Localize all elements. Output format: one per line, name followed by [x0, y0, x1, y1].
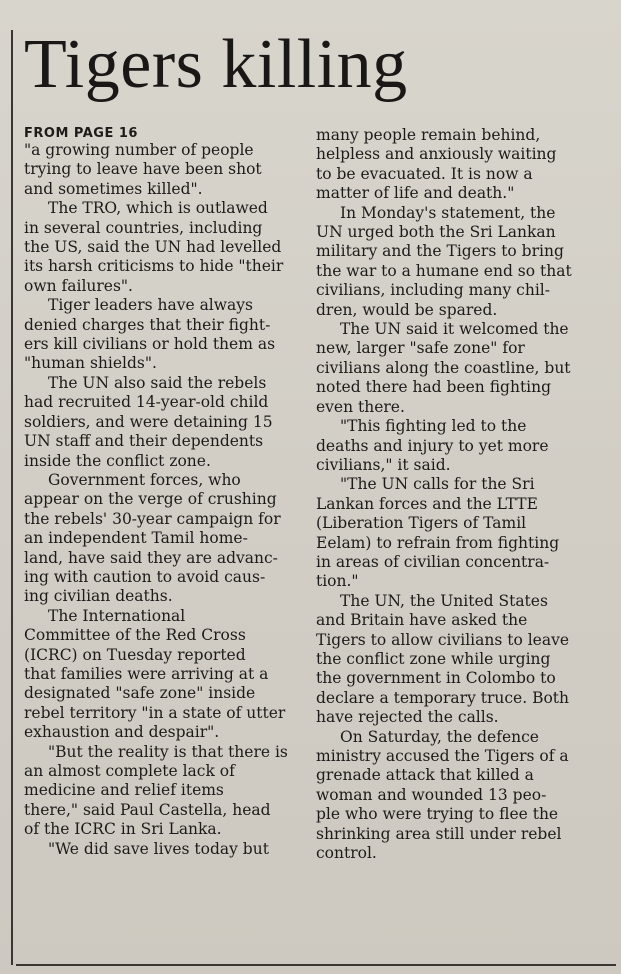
headline: Tigers killing: [24, 26, 408, 103]
text-line: and sometimes killed".: [24, 179, 203, 198]
text-line: of the ICRC in Sri Lanka.: [24, 820, 222, 839]
paragraph: [316, 417, 590, 475]
text-line: grenade attack that killed a: [316, 766, 534, 785]
text-line: trying to leave have been shot: [24, 160, 262, 179]
text-line: in areas of civilian concentra-: [316, 552, 550, 571]
text-line: denied charges that their fight-: [24, 315, 271, 334]
text-line: and Britain have asked the: [316, 611, 528, 630]
text-line: The UN, the United States: [340, 591, 548, 610]
paragraph: [24, 743, 302, 840]
paragraph: [24, 471, 302, 607]
paragraph: [24, 840, 302, 859]
text-line: appear on the verge of crushing: [24, 490, 277, 509]
text-line: ple who were trying to flee the: [316, 805, 559, 824]
text-line: an almost complete lack of: [24, 762, 235, 780]
paragraph: [24, 607, 302, 743]
text-line: the war to a humane end so that: [316, 261, 572, 280]
text-line: civilians," it said.: [316, 455, 451, 474]
text-line: ing civilian deaths.: [24, 587, 173, 606]
text-line: medicine and relief items: [24, 781, 224, 800]
text-line: civilians, including many chil-: [316, 281, 550, 300]
left-column: [24, 126, 302, 859]
column-rule-left: [11, 30, 13, 965]
text-line: ministry accused the Tigers of a: [316, 747, 569, 765]
paragraph: [24, 296, 302, 374]
text-line: deaths and injury to yet more: [316, 436, 549, 455]
text-line: woman and wounded 13 peo-: [316, 785, 547, 804]
text-line: the rebels' 30-year campaign for: [24, 509, 281, 528]
text-line: to be evacuated. It is now a: [316, 164, 533, 183]
text-line: dren, would be spared.: [316, 300, 498, 319]
text-line: own failures".: [24, 276, 133, 295]
text-line: its harsh criticisms to hide "their: [24, 257, 284, 276]
text-line: "human shields".: [24, 354, 157, 373]
paragraph: [316, 126, 590, 204]
text-line: declare a temporary truce. Both: [316, 688, 570, 707]
text-line: civilians along the coastline, but: [316, 358, 571, 377]
text-line: UN urged both the Sri Lankan: [316, 223, 556, 242]
text-line: there," said Paul Castella, head: [24, 800, 271, 819]
text-line: had recruited 14-year-old child: [24, 393, 269, 412]
text-line: in several countries, including: [24, 218, 263, 237]
text-line: Committee of the Red Cross: [24, 626, 246, 645]
kicker-from-page: FROM PAGE 16: [24, 126, 138, 141]
text-line: inside the conflict zone.: [24, 451, 211, 470]
text-line: new, larger "safe zone" for: [316, 339, 525, 358]
text-line: "But the reality is that there is: [48, 742, 288, 761]
text-line: the US, said the UN had levelled: [24, 238, 282, 257]
text-line: On Saturday, the defence: [340, 727, 539, 746]
text-line: The TRO, which is outlawed: [48, 199, 268, 218]
paragraph: [316, 592, 590, 728]
text-line: UN staff and their dependents: [24, 432, 264, 451]
text-line: have rejected the calls.: [316, 708, 499, 727]
text-line: shrinking area still under rebel: [316, 824, 562, 843]
text-line: control.: [316, 844, 377, 863]
paragraph: [24, 374, 302, 471]
text-line: Lankan forces and the LTTE: [316, 494, 538, 513]
text-line: helpless and anxiously waiting: [316, 145, 557, 164]
text-line: the conflict zone while urging: [316, 649, 551, 668]
text-line: "We did save lives today but: [48, 839, 269, 858]
text-line: "This fighting led to the: [340, 417, 527, 436]
text-line: The UN also said the rebels: [48, 373, 267, 392]
text-line: (ICRC) on Tuesday reported: [24, 645, 246, 664]
text-line: In Monday's statement, the: [340, 203, 556, 222]
text-line: military and the Tigers to bring: [316, 242, 564, 261]
paragraph: [24, 199, 302, 296]
paragraph: [316, 475, 590, 591]
paragraph: [316, 320, 590, 417]
text-line: ing with caution to avoid caus-: [24, 567, 266, 586]
text-line: soldiers, and were detaining 15: [24, 412, 273, 431]
text-line: rebel territory "in a state of utter: [24, 703, 286, 722]
text-line: exhaustion and despair".: [24, 723, 220, 742]
text-line: The UN said it welcomed the: [340, 320, 569, 339]
text-line: an independent Tamil home-: [24, 529, 248, 548]
text-line: noted there had been fighting: [316, 378, 552, 397]
text-line: many people remain behind,: [316, 126, 541, 144]
paragraph: [316, 728, 590, 864]
text-line: the government in Colombo to: [316, 669, 556, 688]
text-line: (Liberation Tigers of Tamil: [316, 514, 527, 533]
paragraph: [24, 141, 302, 199]
text-line: matter of life and death.": [316, 184, 515, 203]
text-line: tion.": [316, 572, 359, 591]
text-line: Tigers to allow civilians to leave: [316, 630, 570, 649]
text-line: "The UN calls for the Sri: [340, 475, 535, 494]
text-line: "a growing number of people: [24, 141, 254, 159]
paragraph: [316, 204, 590, 320]
text-line: designated "safe zone" inside: [24, 684, 256, 703]
column-rule-bottom: [16, 964, 616, 966]
right-column: [316, 126, 590, 863]
text-line: land, have said they are advanc-: [24, 548, 278, 567]
text-line: The International: [48, 606, 186, 625]
text-line: ers kill civilians or hold them as: [24, 335, 276, 354]
text-line: Government forces, who: [48, 470, 241, 489]
text-line: that families were arriving at a: [24, 664, 269, 683]
text-line: Eelam) to refrain from fighting: [316, 533, 560, 552]
text-line: Tiger leaders have always: [48, 296, 253, 315]
text-line: even there.: [316, 397, 405, 416]
